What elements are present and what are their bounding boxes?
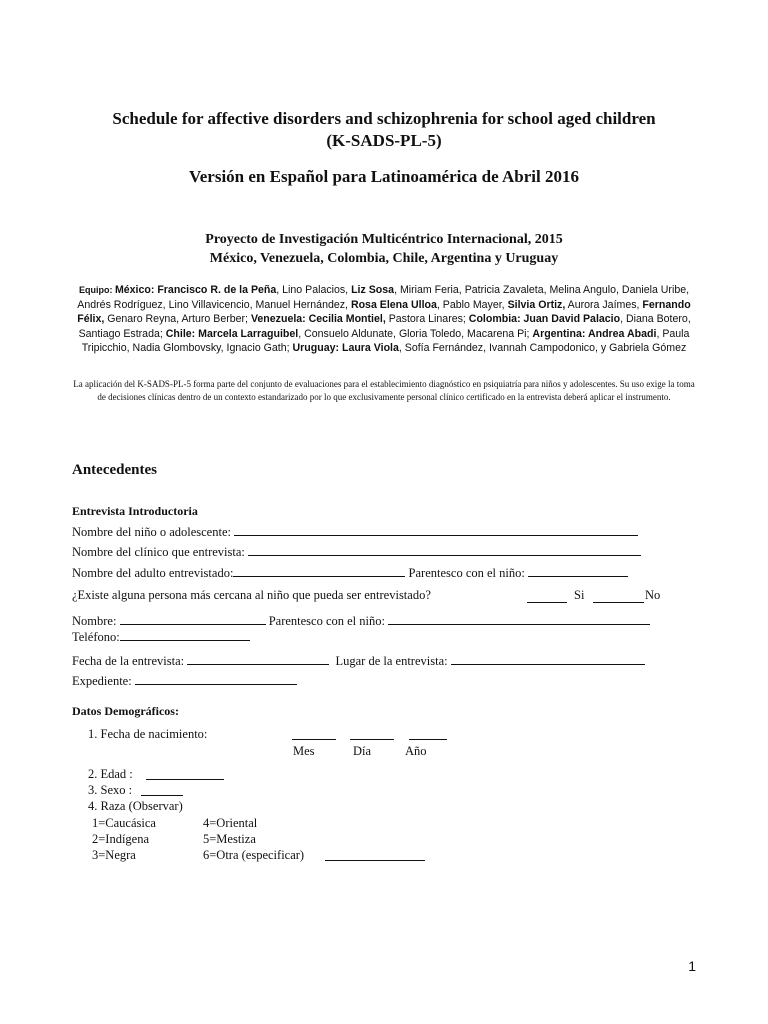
interview-date-row bbox=[72, 652, 645, 669]
day-label: Día bbox=[353, 744, 372, 758]
sex-field[interactable] bbox=[141, 783, 183, 796]
intro-interview-heading: Entrevista Introductoria bbox=[72, 504, 198, 518]
contact-relationship-field[interactable] bbox=[388, 612, 650, 625]
contact-relationship-label: Parentesco con el niño: bbox=[268, 614, 385, 628]
adult-name-label: Nombre del adulto entrevistado: bbox=[72, 566, 234, 580]
contact-name-label: Nombre: bbox=[72, 614, 117, 628]
version-title: Versión en Español para Latinoamérica de Abril 2016 bbox=[189, 167, 579, 186]
child-name-label: Nombre del niño o adolescente: bbox=[72, 525, 231, 539]
interview-place-label: Lugar de la entrevista: bbox=[335, 654, 448, 668]
title-line-2: (K-SADS-PL-5) bbox=[326, 131, 442, 150]
race-option: 5=Mestiza bbox=[203, 832, 256, 846]
birth-year-field[interactable] bbox=[409, 727, 447, 740]
clinician-name-field[interactable] bbox=[248, 543, 641, 556]
usage-disclaimer: La aplicación del K-SADS-PL-5 forma parte del conjunto de evaluaciones para el establecimiento diagnóstico en psiquiatría para niños y adolescentes. Su uso exige la toma de decisiones clínicas dentro de un contexto estandarizado por lo que exclusivamente personal clínico certificado en la entrevista deberá aplicar el instrumento. bbox=[73, 379, 695, 402]
clinician-name-row bbox=[72, 543, 641, 560]
project-line-1: Proyecto de Investigación Multicéntrico Internacional, 2015 bbox=[205, 232, 563, 247]
demographics-heading: Datos Demográficos: bbox=[72, 704, 179, 718]
document-title bbox=[40, 108, 728, 152]
birth-day-field[interactable] bbox=[350, 727, 394, 740]
age-field[interactable] bbox=[146, 767, 224, 780]
interview-place-field[interactable] bbox=[451, 652, 645, 665]
clinician-name-label: Nombre del clínico que entrevista: bbox=[72, 545, 245, 559]
child-name-row bbox=[72, 523, 638, 540]
race-option: 2=Indígena bbox=[92, 832, 150, 846]
project-info bbox=[40, 230, 728, 268]
title-line-1: Schedule for affective disorders and schizophrenia for school aged children bbox=[112, 109, 656, 128]
closer-person-question: ¿Existe alguna persona más cercana al niño que pueda ser entrevistado? bbox=[72, 588, 431, 602]
sex-label: 3. Sexo : bbox=[88, 783, 133, 797]
phone-row bbox=[72, 628, 250, 645]
age-label: 2. Edad : bbox=[88, 767, 133, 781]
phone-label: Teléfono: bbox=[72, 630, 120, 644]
team-credits: Equipo: México: Francisco R. de la Peña, Lino Palacios, Liz Sosa, Miriam Feria, Patricia Zavaleta, Melina Angulo, Daniela Uribe, Andrés Rodríguez, Lino Villavicencio, Manuel Hernández, Rosa Elena Ulloa, Pablo Mayer, Silvia Ortiz, Aurora Jaímes, Fernando Félix, Genaro Reyna, Arturo Berber; Venezuela: Cecilia Montiel, Pastora Linares; Colombia: Juan David Palacio, Diana Botero, Santiago Estrada; Chile: Marcela Larraguibel, Consuelo Aldunate, Gloria Toledo, Macarena Pi; Argentina: Andrea Abadi, Paula Tripicchio, Nadia Glombovsky, Ignacio Gath; Uruguay: Laura Viola, Sofía Fernández, Ivannah Campodonico, y Gabriela Gómez bbox=[77, 284, 691, 355]
race-option: 3=Negra bbox=[92, 848, 136, 862]
closer-person-row bbox=[72, 588, 431, 603]
no-label: No bbox=[645, 588, 661, 602]
record-field[interactable] bbox=[135, 672, 297, 685]
month-label: Mes bbox=[293, 744, 315, 758]
race-option: 6=Otra (especificar) bbox=[203, 848, 305, 862]
adult-name-row bbox=[72, 564, 628, 581]
yes-label: Si bbox=[574, 588, 585, 602]
relationship-field[interactable] bbox=[528, 564, 628, 577]
contact-name-row bbox=[72, 612, 650, 629]
phone-field[interactable] bbox=[120, 628, 250, 641]
adult-name-field[interactable] bbox=[233, 564, 405, 577]
project-countries: México, Venezuela, Colombia, Chile, Argentina y Uruguay bbox=[209, 251, 559, 266]
birth-month-field[interactable] bbox=[292, 727, 336, 740]
team-label: Equipo bbox=[78, 285, 110, 295]
interview-date-label: Fecha de la entrevista: bbox=[72, 654, 185, 668]
interview-date-field[interactable] bbox=[187, 652, 329, 665]
race-other-field[interactable] bbox=[325, 848, 425, 861]
year-label: Año bbox=[405, 744, 427, 758]
contact-name-field[interactable] bbox=[120, 612, 266, 625]
birth-date-label: 1. Fecha de nacimiento: bbox=[88, 727, 208, 741]
section-heading-antecedentes: Antecedentes bbox=[72, 462, 157, 478]
child-name-field[interactable] bbox=[234, 523, 638, 536]
race-option: 4=Oriental bbox=[203, 816, 258, 830]
race-label: 4. Raza (Observar) bbox=[88, 799, 183, 813]
closer-person-no-field[interactable] bbox=[593, 590, 644, 603]
race-option: 1=Caucásica bbox=[92, 816, 156, 830]
record-label: Expediente: bbox=[72, 674, 132, 688]
page-number: 1 bbox=[688, 958, 696, 974]
relationship-label: Parentesco con el niño: bbox=[408, 566, 525, 580]
closer-person-yes-field[interactable] bbox=[527, 590, 567, 603]
record-row bbox=[72, 672, 297, 689]
